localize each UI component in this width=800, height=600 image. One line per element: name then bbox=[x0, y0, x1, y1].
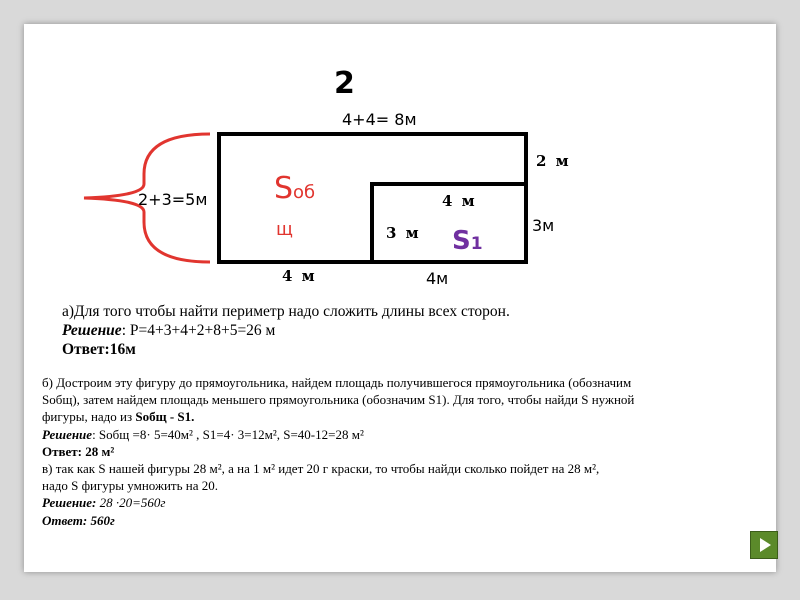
part-c-solution-label: Решение: bbox=[42, 495, 97, 511]
bottom-left-dimension: 4 м bbox=[282, 267, 317, 285]
part-b-solution-label: Решение bbox=[42, 426, 93, 442]
slide bbox=[24, 24, 776, 572]
left-dimension: 2+3=5м bbox=[138, 190, 208, 209]
part-a-question: а)Для того чтобы найти периметр надо сложить длины всех сторон. bbox=[62, 303, 510, 320]
label-s-total-sub: об bbox=[293, 182, 316, 203]
label-s1-sub: 1 bbox=[470, 234, 483, 254]
part-b-line3-pre: фигуры, надо из bbox=[42, 409, 136, 425]
part-b-line3 bbox=[42, 408, 762, 425]
label-s1 bbox=[452, 226, 483, 256]
part-b-answer bbox=[42, 443, 762, 460]
label-s1-main: S bbox=[452, 226, 471, 256]
part-b-c bbox=[42, 374, 762, 529]
part-a bbox=[62, 302, 510, 359]
inner-left-dimension: 3 м bbox=[386, 224, 421, 242]
part-c-solution-text: 28 ·20=560г bbox=[96, 495, 166, 511]
label-s-total-main: S bbox=[274, 171, 294, 206]
right-top-dimension: 2 м bbox=[536, 152, 571, 170]
next-slide-icon bbox=[751, 532, 777, 558]
part-c-solution bbox=[42, 494, 762, 511]
part-b-solution-text: : Sобщ =8· 5=40м² , S1=4· 3=12м², S=40-12=28 м² bbox=[92, 426, 364, 442]
part-a-solution-label: Решение bbox=[62, 322, 122, 339]
label-s-total-wrap: щ bbox=[276, 219, 293, 240]
part-b-answer-text: Ответ: 28 м² bbox=[42, 443, 115, 459]
part-a-answer-text: Ответ:16м bbox=[62, 341, 136, 358]
part-c-line2: надо S фигуры умножить на 20. bbox=[42, 478, 218, 494]
part-a-answer bbox=[62, 340, 510, 359]
part-a-solution bbox=[62, 321, 510, 340]
part-a-solution-text: : Р=4+3+4+2+8+5=26 м bbox=[121, 322, 276, 339]
right-dimension: 3м bbox=[532, 216, 555, 235]
next-slide-button[interactable] bbox=[750, 531, 778, 559]
top-dimension: 4+4= 8м bbox=[342, 110, 417, 129]
part-c-answer-text: Ответ: 560г bbox=[42, 512, 115, 528]
part-b-line2: Sобщ), затем найдем площадь меньшего прямоугольника (обозначим S1). Для того, чтобы найди S нужной bbox=[42, 392, 635, 408]
part-b-solution bbox=[42, 426, 762, 443]
bottom-right-dimension: 4м bbox=[426, 269, 449, 288]
label-s-total bbox=[274, 171, 316, 208]
slide-number: 2 bbox=[334, 66, 355, 101]
part-b-line1: б) Достроим эту фигуру до прямоугольника, найдем площадь получившегося прямоугольника (обозначим bbox=[42, 375, 632, 390]
inner-top-dimension: 4 м bbox=[442, 192, 477, 210]
part-c-answer bbox=[42, 512, 762, 529]
part-c-line1: в) так как S нашей фигуры 28 м², а на 1 м² идет 20 г краски, то чтобы найди сколько пойдет на 28 м², bbox=[42, 461, 600, 477]
part-b-line3-bold: Sобщ - S1. bbox=[135, 409, 195, 425]
